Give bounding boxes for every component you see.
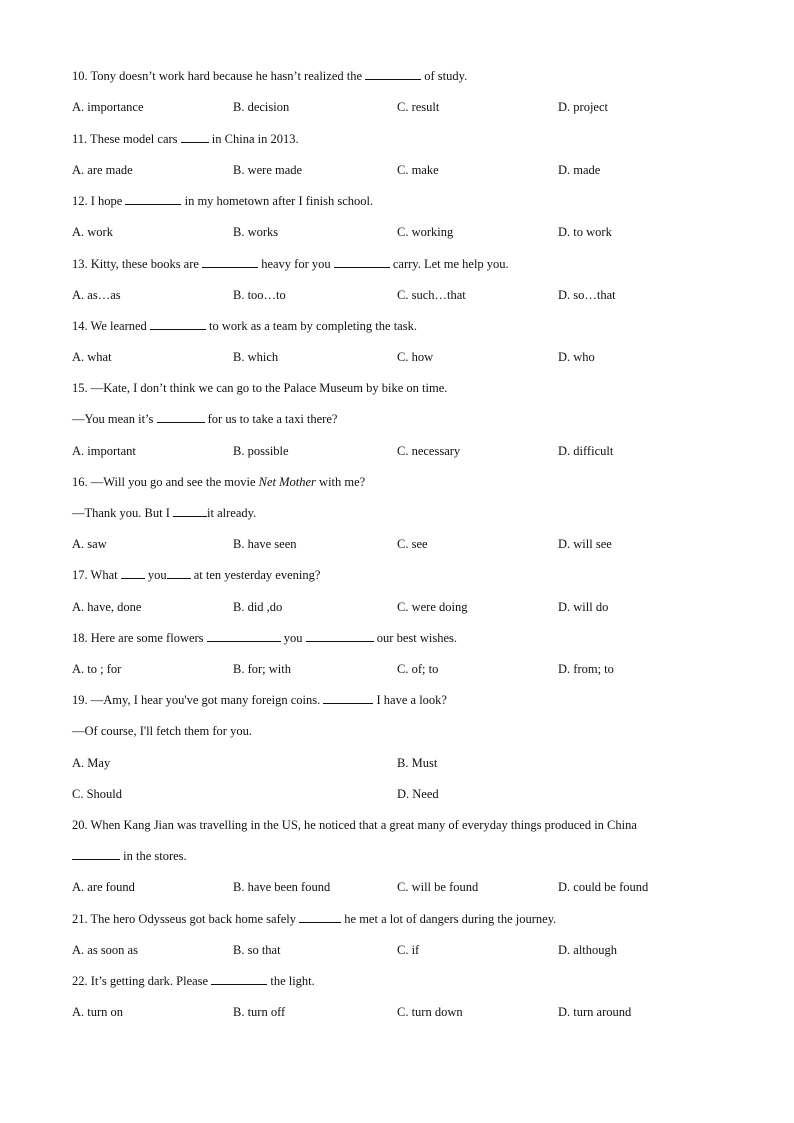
option-d: D. will see [558, 537, 612, 551]
answer-blank [150, 318, 206, 330]
option-c: C. were doing [397, 600, 468, 614]
stem-text: at ten yesterday evening? [190, 568, 321, 582]
option-b: B. have seen [233, 537, 297, 551]
question-19-line2: —Of course, I'll fetch them for you. [72, 724, 252, 738]
stem-text: for us to take a taxi there? [204, 412, 338, 426]
option-d: D. turn around [558, 1005, 632, 1019]
answer-blank [323, 692, 373, 704]
option-b: B. possible [233, 444, 289, 458]
stem-text: with me? [315, 475, 366, 489]
question-20-line1: 20. When Kang Jian was travelling in the US, he noticed that a great many of everyday things produced in China [72, 818, 637, 832]
option-d: D. difficult [558, 444, 614, 458]
option-c: C. result [397, 100, 440, 114]
stem-text: 18. Here are some flowers [72, 631, 207, 645]
movie-title: Net Mother [258, 475, 316, 489]
stem-text: 17. What [72, 568, 121, 582]
option-b: B. for; with [233, 662, 291, 676]
question-10-stem [72, 68, 467, 84]
option-c: C. such…that [397, 288, 466, 302]
question-21-stem [72, 911, 556, 927]
option-a: A. what [72, 350, 112, 364]
question-12-stem [72, 193, 373, 209]
stem-text: our best wishes. [373, 631, 457, 645]
option-c: C. working [397, 225, 454, 239]
option-d: D. Need [397, 787, 439, 801]
question-22-stem [72, 973, 315, 989]
stem-text: 11. These model cars [72, 132, 181, 146]
answer-blank [72, 848, 120, 860]
option-a: A. important [72, 444, 136, 458]
option-b: B. have been found [233, 880, 331, 894]
stem-text: the light. [267, 974, 315, 988]
stem-text: you [280, 631, 306, 645]
option-a: A. turn on [72, 1005, 124, 1019]
option-a: A. importance [72, 100, 144, 114]
option-a: A. work [72, 225, 113, 239]
answer-blank [121, 567, 145, 579]
option-d: D. made [558, 163, 601, 177]
question-16-line1 [72, 474, 365, 490]
answer-blank [211, 973, 267, 985]
option-c: C. Should [72, 787, 123, 801]
option-d: D. from; to [558, 662, 614, 676]
option-d: D. will do [558, 600, 609, 614]
question-16-line2 [72, 505, 256, 521]
option-a: A. May [72, 756, 111, 770]
question-15-line1: 15. —Kate, I don’t think we can go to the Palace Museum by bike on time. [72, 381, 448, 395]
option-b: B. were made [233, 163, 303, 177]
answer-blank [299, 911, 341, 923]
stem-text: 14. We learned [72, 319, 150, 333]
question-15-line2 [72, 411, 337, 427]
option-d: D. could be found [558, 880, 649, 894]
option-d: D. project [558, 100, 608, 114]
option-d: D. so…that [558, 288, 616, 302]
option-b: B. works [233, 225, 279, 239]
option-c: C. necessary [397, 444, 461, 458]
option-d: D. who [558, 350, 595, 364]
option-a: A. have, done [72, 600, 142, 614]
option-a: A. are found [72, 880, 135, 894]
answer-blank [157, 411, 205, 423]
stem-text: 10. Tony doesn’t work hard because he hasn’t realized the [72, 69, 366, 83]
option-b: B. Must [397, 756, 438, 770]
question-13-stem [72, 256, 509, 272]
answer-blank [125, 193, 181, 205]
question-17-stem [72, 567, 320, 583]
answer-blank [306, 630, 374, 642]
answer-blank [181, 131, 209, 143]
stem-text: carry. Let me help you. [389, 257, 509, 271]
stem-text: I have a look? [373, 693, 447, 707]
question-18-stem [72, 630, 457, 646]
option-c: C. turn down [397, 1005, 463, 1019]
stem-text: 19. —Amy, I hear you've got many foreign coins. [72, 693, 324, 707]
stem-text: you [144, 568, 167, 582]
option-b: B. which [233, 350, 279, 364]
stem-text: —Thank you. But I [72, 506, 174, 520]
stem-text: 12. I hope [72, 194, 126, 208]
question-20-line2 [72, 848, 187, 864]
stem-text: —You mean it’s [72, 412, 157, 426]
stem-text: in my hometown after I finish school. [181, 194, 374, 208]
stem-text: 13. Kitty, these books are [72, 257, 203, 271]
option-b: B. too…to [233, 288, 286, 302]
stem-text: to work as a team by completing the task. [205, 319, 417, 333]
option-a: A. to ; for [72, 662, 122, 676]
question-11-stem [72, 131, 299, 147]
option-b: B. so that [233, 943, 281, 957]
question-19-line1 [72, 692, 447, 708]
stem-text: of study. [421, 69, 468, 83]
option-a: A. as…as [72, 288, 121, 302]
stem-text: 16. —Will you go and see the movie [72, 475, 259, 489]
option-d: D. although [558, 943, 618, 957]
option-b: B. did ,do [233, 600, 283, 614]
answer-blank [173, 505, 207, 517]
option-c: C. of; to [397, 662, 439, 676]
option-a: A. saw [72, 537, 107, 551]
stem-text: he met a lot of dangers during the journey. [341, 912, 557, 926]
answer-blank [207, 630, 281, 642]
option-b: B. decision [233, 100, 290, 114]
option-c: C. make [397, 163, 439, 177]
question-14-stem [72, 318, 417, 334]
stem-text: heavy for you [258, 257, 334, 271]
answer-blank [167, 567, 191, 579]
answer-blank [202, 256, 258, 268]
option-c: C. if [397, 943, 420, 957]
stem-text: in China in 2013. [208, 132, 299, 146]
option-c: C. how [397, 350, 434, 364]
option-c: C. see [397, 537, 428, 551]
option-a: A. as soon as [72, 943, 138, 957]
stem-text: 22. It’s getting dark. Please [72, 974, 212, 988]
stem-text: it already. [207, 506, 257, 520]
answer-blank [365, 68, 421, 80]
answer-blank [334, 256, 390, 268]
option-b: B. turn off [233, 1005, 286, 1019]
stem-text: 21. The hero Odysseus got back home safely [72, 912, 300, 926]
option-c: C. will be found [397, 880, 479, 894]
option-a: A. are made [72, 163, 133, 177]
option-d: D. to work [558, 225, 612, 239]
stem-text: in the stores. [120, 849, 187, 863]
